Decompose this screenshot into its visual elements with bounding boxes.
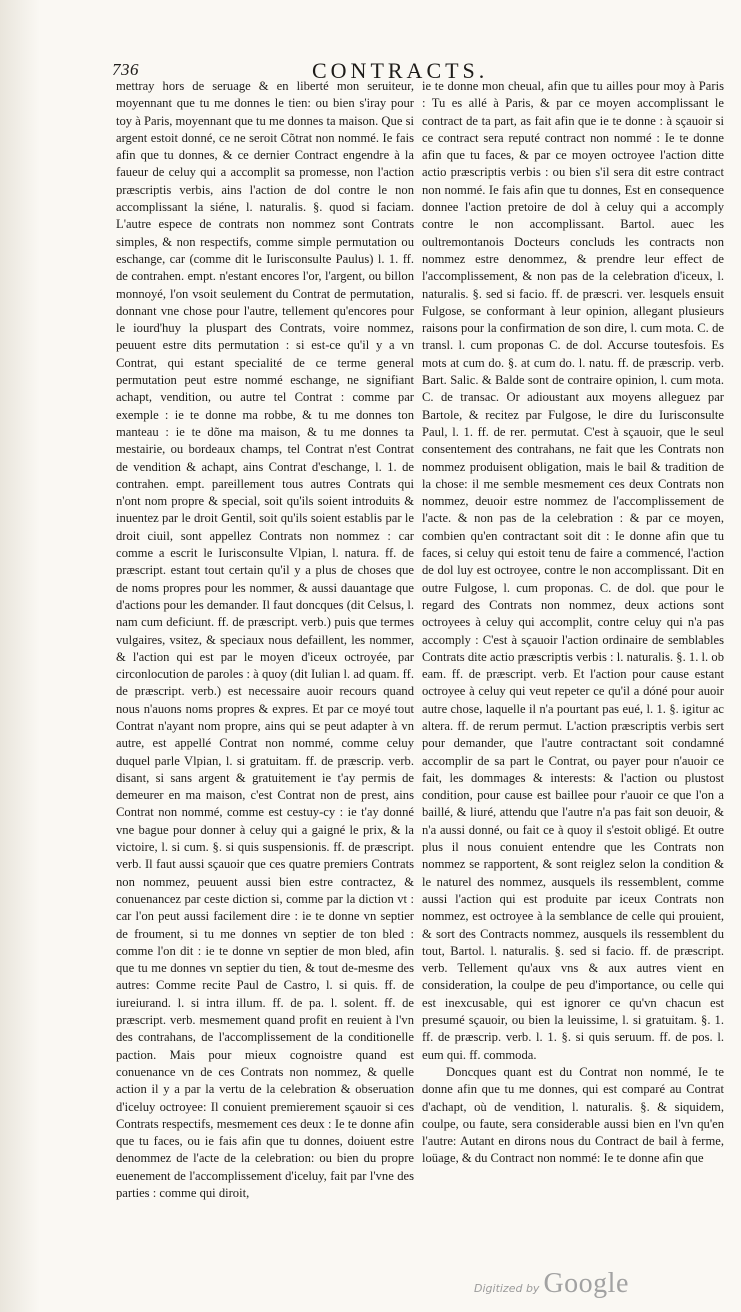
left-column-text: mettray hors de seruage & en liberté mon seruiteur, moyennant que tu me donnes le tien: ou bien s'iray pour toy à Paris, moyennant que tu me donnes ta maison. Que si argent estoit donné, ce ne seroit Cõtrat non nommé. Ie fais afin que tu donnes, & ce dernier Contract engendre à la faueur de celuy qui a accomplit sa promesse, non l'action præscriptis verbis, ains l'action de dol contre le non accomplissant la siéne, l. naturalis. §. quod si faciam. L'autre espece de contrats non nommez sont Contrats simples, & non respectifs, comme simple permutation ou eschange, car (comme dit le Iurisconsulte Paulus) l. 1. ff. de contrahen. empt. n'estant encores l'or, l'argent, ou billon monnoyé, l'on vsoit seulement du Contrat de permutation, donnant vne chose pour l'autre, tellement qu'encores pour le iourd'huy la pluspart des Contrats, voire nommez, peuuent estre dits permutation : si est-ce qu'il y a vn Contrat, qui estant specialité de ce terme general permutation peut estre nommé eschange, ne signifiant achapt, vendition, ou autre tel Contrat : comme par exemple : ie te donne ma robbe, & tu me donnes ton manteau : ie te dõne ma maison, & tu me donnes ta mestairie, ou bordeaux champs, tel Contrat n'est Contrat de vendition & achapt, ains Contrat d'eschange, l. 1. de contrahen. empt. pareillement tous autres Contrats qui n'ont nom propre & special, soit qu'ils soient introduits & inuentez par le droit Gentil, soit qu'ils soient establis par le droit ciuil, sont appellez Contrats non nommez : car comme a escrit le Iurisconsulte Vlpian, l. natura. ff. de præscript. estant tout certain qu'il y a plus de choses que de noms propres pour les nommer, & aussi dauantage que d'actions pour les demander. Il faut doncques (dit Celsus, l. nam cum deficiunt. ff. de præscript. verb.) puis que termes vulgaires, vsitez, & speciaux nous defaillent, les nommer, & l'action qui est par le moyen d'iceux octroyée, par circonlocution de paroles : à quoy (dit Iulian l. ad quam. ff. de præscript. verb.) est necessaire auoir recours quand nous n'auons noms propres & expres. Et par ce moyé tout Contrat n'ayant nom propre, ains qui se peut adapter à vn autre, est appellé Contrat non nommé, comme celuy duquel parle Vlpian, l. si gratuitam. ff. de præscrip. verb. disant, si sans argent & gratuitement ie t'ay permis de demeurer en ma maison, c'est Contrat non de prest, ains Contrat non nommé, comme est cestuy-cy : ie t'ay donné vne bague pour donner à celuy qui a gaigné le prix, & la victoire, l. si cum. §. si quis suspensionis. ff. de præscript. verb. Il faut aussi sçauoir que ces quatre premiers Contrats non nommez, peuuent aussi bien estre contractez, & conuenancez par ceste diction si, comme par la diction vt : car l'on peut aussi facilement dire : ie te donne vn septier de froument, si tu me donnes vn septier de ton bled : comme l'on dit : ie te donne vn septier de mon bled, afin que tu me donnes vn septier du tien, & tout de-mesme des autres: Comme recite Paul de Castro, l. si quis. ff. de iureiurand. l. si intra illum. ff. de pa. l. solent. ff. de præscript. verb. mesmement quand profit en reuient à l'vn des contrahans, de l'accomplissement de la conditionelle paction. Mais pour mieux cognoistre quand est conuenance vn de ces Contrats non nommez, & quelle action il y a par la vertu de la celebration & obseruation d'iceluy octroyee: Il conuient premierement sçauoir si ces Contrats respectifs, mesmement ces deux : Ie te donne afin que tu faces, ou ie fais afin que tu donnes, doiuent estre denommez de l'acte de la celebration: ou bien du propre euenement de l'accomplissement d'iceluy, fait par l'vne des parties : comme qui diroit, [116,79,414,1200]
page-number: 736 [112,60,139,79]
right-column-text: ie te donne mon cheual, afin que tu ailles pour moy à Paris : Tu es allé à Paris, & par ce moyen accomplissant le contract de ta part, as fait afin que ie te donne : à sçauoir si ce contract sera reputé contract non nommé : Ie te donne afin que tu faces, & par ce moyen octroyee l'action ditte actio præscriptis verbis : ou bien s'il sera dit estre contract non nommé. Ie fais afin que tu donnes, Est en consequence donnee l'action pretoire de dol à celuy qui a accomply contre le non accomplissant. Bartol. auec les oultremontanois Docteurs concluds les contracts non nommez estre denommez, & prendre leur effect de l'accomplissement, & non pas de la celebration d'iceux, l. naturalis. §. sed si facio. ff. de præscri. ver. lesquels ensuit Fulgose, se conformant à leur opinion, allegant plusieurs raisons pour la confirmation de son dire, l. cum mota. C. de transl. l. cum proponas C. de dol. Accurse toutesfois. Es mots at cum do. §. at cum do. l. natu. ff. de præscrip. verb. Bart. Salic. & Balde sont de contraire opinion, l. cum mota. C. de transac. Or adioustant aux moyens alleguez par Bartole, & recitez par Fulgose, le dire du Iurisconsulte Paul, l. 1. ff. de rer. permutat. C'est à sçauoir, que le seul consentement des contrahans, ne fait que les Contrats non nommez produisent obligation, mais le bail & tradition de la chose: il me semble mesmement ces deux Contrats non nommez, deuoir estre nommez de l'accomplissement de l'acte. & non pas de la celebration : & par ce moyen, combien qu'en contractant soit dit : Ie donne afin que tu faces, si celuy qui estoit tenu de faire a commencé, l'action de dol luy est octroyee, contre le non accomplissant. Dit en outre Fulgose, l. cum proponas. C. de dol. que pour le regard des Contrats non nommez, deux actions sont octroyees à celuy qui accomplit, contre celuy qui n'a pas accomply : C'est à sçauoir l'action ordinaire de semblables Contrats dite actio præscriptis verbis : l. naturalis. §. 1. l. ob eam. ff. de præscript. verb. Et l'action pour cause estant octroyee à celuy qui veut repeter ce qu'il a dóné pour auoir autre chose, laquelle il n'a pourtant pas eué, l. 1. §. igitur ac altera. ff. de rerum permut. L'action præscriptis verbis sert pour demander, que l'autre contractant soit condamné accomplir de sa part le Contrat, ou payer pour n'auoir ce fait, les dommages & interests: & l'action ou plustost condition, pour cause est baillee pour r'auoir ce que l'on a baillé, & liuré, attendu que l'autre n'a pas fait son deuoir, & n'a aussi donné, ou fait ce à quoy il s'estoit obligé. Et outre plus il nous conuient entendre que les Contrats non nommez se rapportent, & sont reiglez selon la condition & le naturel des nommez, ausquels ils ressemblent, comme aussi l'action qui est produite par iceux Contrats non nommez, est octroyee à la semblance de celle qui prouient, & sort des Contracts nommez, ausquels ils ressemblent du tout, Bartol. l. naturalis. §. sed si facio. ff. de præscript. verb. Tellement qu'aux vns & aux autres vient en consideration, la coulpe de peu d'importance, ou celle qui est inexcusable, qui est ignorer ce qu'vn chacun est presumé sçauoir, ou bien la leuissime, l. si gratuitam. §. 1. ff. de præscrip. verb. l. 1. §. si quis seruum. ff. de pos. l. eum qui. ff. commoda. [422,79,724,1062]
google-logo: Google [543,1268,629,1299]
digitized-by-google-watermark [474,1268,629,1300]
right-column [422,78,724,1168]
left-column [116,78,414,1202]
gutter-shadow [0,0,40,1312]
digitized-by-label: Digitized by [474,1282,540,1295]
right-column-paragraph-2: Doncques quant est du Contrat non nommé, Ie te donne afin que tu me donnes, qui est comparé au Contrat d'achapt, où de vendition, l. naturalis. §. & siquidem, coulpe, ou faute, sera considerable aussi bien en l'vn qu'en l'autre: Autant en dirons nous du Contract de bail à ferme, loüage, & du Contract non nommé: Ie te donne afin que [422,1064,724,1166]
running-head: CONTRACTS. [312,58,489,83]
